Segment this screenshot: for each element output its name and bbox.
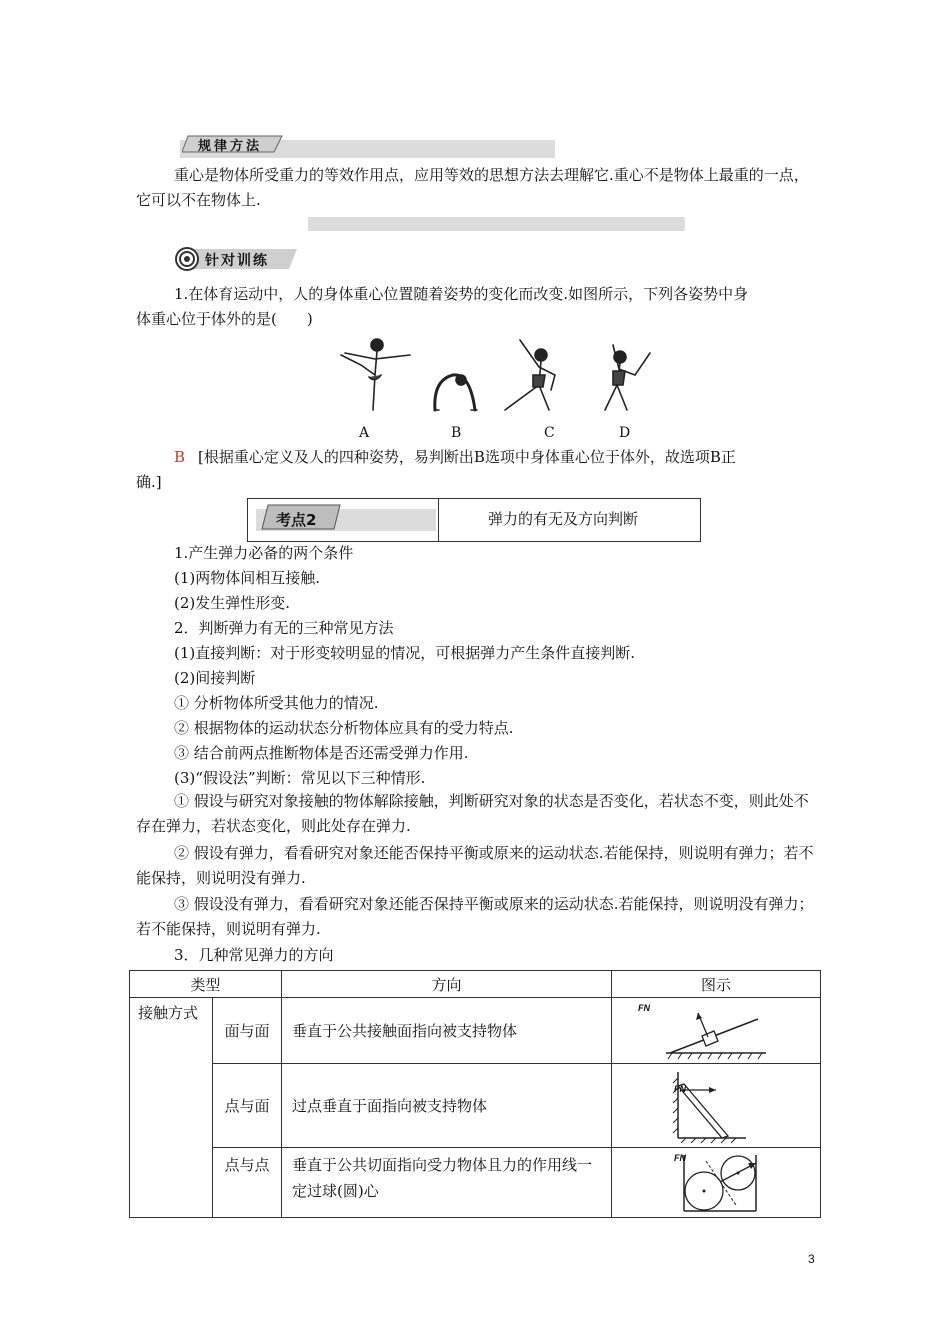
answer-line-2: 确.]	[136, 473, 162, 491]
posture-b-drawing	[435, 375, 477, 410]
content-line-10: (3)“假设法”判断：常见以下三种情形.	[174, 769, 426, 787]
content-line-4: 2．判断弹力有无的三种常见方法	[174, 619, 394, 637]
header-direction: 方向	[282, 971, 612, 998]
row-3-force-label: FN	[674, 1152, 686, 1163]
answer-line-1: [根据重心定义及人的四种姿势，易判断出B选项中身体重心位于体外，故选项B正	[198, 448, 736, 466]
content-line-5: (1)直接判断：对于形变较明显的情况，可根据弹力产生条件直接判断.	[174, 644, 636, 662]
posture-a-drawing	[341, 339, 410, 410]
row-1-type: 面与面	[213, 998, 282, 1064]
method-tag-text: 规律方法	[198, 139, 263, 154]
assume-para-1: ① 假设与研究对象接触的物体解除接触，判断研究对象的状态是否变化，若状态不变，则此处不存在弹力，若状态变化，则此处存在弹力.	[136, 792, 809, 835]
row-2-force-label: FN	[674, 1083, 686, 1094]
page-number: 3	[808, 1252, 815, 1266]
row-3-type: 点与点	[213, 1148, 282, 1218]
force-direction-table	[129, 970, 821, 1218]
row-2-diagram-cell	[612, 1064, 821, 1148]
training-banner	[173, 245, 298, 273]
row-1-direction: 垂直于公共接触面指向被支持物体	[282, 998, 612, 1064]
posture-d-drawing	[605, 345, 650, 410]
content-line-1: 1.产生弹力必备的两个条件	[174, 544, 354, 562]
row-1-force-label: FN	[638, 1002, 650, 1013]
method-text: 重心是物体所受重力的等效作用点，应用等效的思想方法去理解它.重心不是物体上最重的一点，它可以不在物体上.	[136, 166, 809, 209]
group-label: 接触方式	[138, 1004, 199, 1022]
row-2-direction: 过点垂直于面指向被支持物体	[282, 1064, 612, 1148]
content-line-8: ② 根据物体的运动状态分析物体应具有的受力特点.	[174, 719, 514, 737]
answer-letter: B	[174, 448, 186, 466]
row-3-direction: 垂直于公共切面指向受力物体且力的作用线一定过球(圆)心	[282, 1148, 612, 1218]
assume-para-3: ③ 假设没有弹力，看看研究对象还能否保持平衡或原来的运动状态.若能保持，则说明没有弹力；若不能保持，则说明有弹力.	[136, 895, 814, 938]
posture-drawings	[335, 335, 665, 445]
posture-label-d: D	[619, 425, 631, 441]
method-banner-tag	[182, 133, 292, 155]
row-3-diagram-cell	[612, 1148, 821, 1218]
section-3-title: 3．几种常见弹力的方向	[174, 946, 334, 964]
row-1-diagram-cell	[612, 998, 821, 1064]
rod-wall-diagram	[656, 1068, 776, 1144]
content-line-2: (1)两物体间相互接触.	[174, 569, 321, 587]
content-line-7: ① 分析物体所受其他力的情况.	[174, 694, 379, 712]
method-end-bar	[308, 217, 685, 231]
assume-para-2: ② 假设有弹力，看看研究对象还能否保持平衡或原来的运动状态.若能保持，则说明有弹力；若不能保持，则说明没有弹力.	[136, 844, 814, 887]
posture-c-drawing	[505, 340, 555, 410]
posture-label-b: B	[451, 425, 462, 441]
topic-2-tag-text: 考点2	[276, 511, 317, 529]
incline-block-diagram	[656, 1001, 776, 1061]
question-1-line-1: 1.在体育运动中，人的身体重心位置随着姿势的变化而改变.如图所示，下列各姿势中身	[174, 285, 749, 303]
content-line-3: (2)发生弹性形变.	[174, 594, 291, 612]
topic-2-box	[247, 498, 701, 542]
content-line-9: ③ 结合前两点推断物体是否还需受弹力作用.	[174, 744, 469, 762]
posture-label-a: A	[359, 425, 370, 441]
group-label-cell	[130, 998, 213, 1218]
header-type: 类型	[130, 971, 282, 998]
posture-label-c: C	[544, 425, 555, 441]
row-2-type: 点与面	[213, 1064, 282, 1148]
posture-figure	[335, 335, 665, 445]
content-line-6: (2)间接判断	[174, 669, 256, 687]
topic-2-title: 弹力的有无及方向判断	[488, 510, 639, 528]
header-diagram: 图示	[612, 971, 821, 998]
training-tag-text: 针对训练	[205, 253, 269, 269]
topic-2-tag-area	[248, 499, 439, 541]
question-1-line-2: 体重心位于体外的是( )	[136, 310, 313, 328]
